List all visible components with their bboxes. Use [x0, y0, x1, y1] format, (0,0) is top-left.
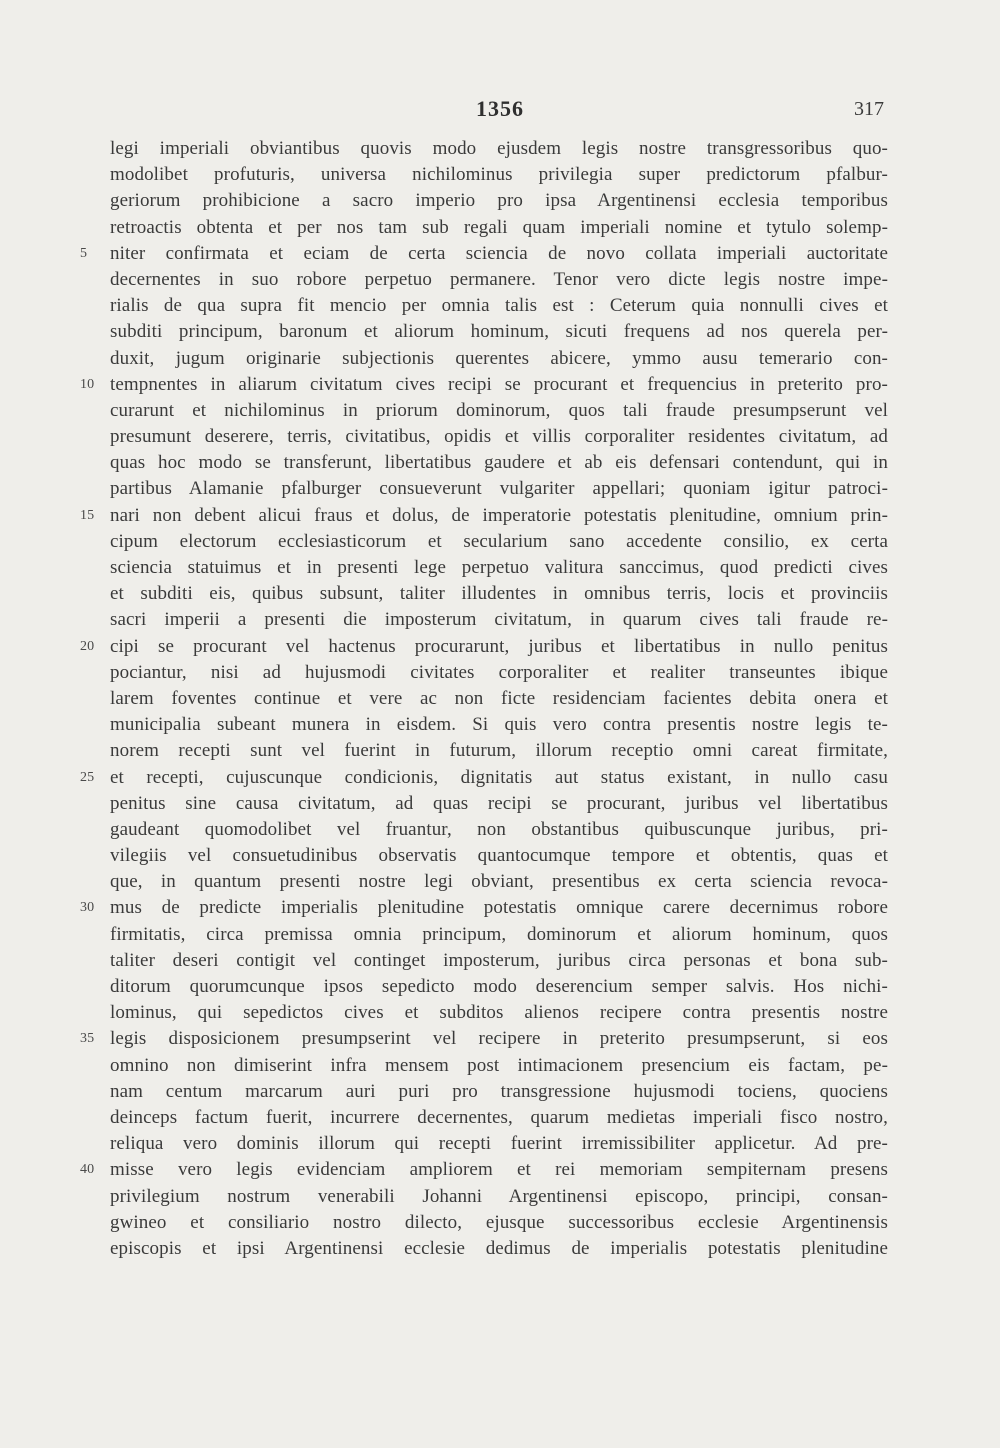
- line-text: ditorum quorumcunque ipsos sepedicto modo deserencium semper salvis. Hos nichi-: [110, 976, 888, 997]
- line-text: larem foventes continue et vere ac non ficte residenciam facientes debita onera et: [110, 687, 888, 709]
- line-text: mus de predicte imperialis plenitudine potestatis omnique carere decernimus robore: [110, 897, 888, 919]
- line-text: legis disposicionem presumpserint vel recipere in preterito presumpserunt, si eos: [110, 1028, 888, 1050]
- text-line: [110, 817, 888, 843]
- line-text: norem recepti sunt vel fuerint in futurum, illorum receptio omni careat firmitate,: [110, 740, 888, 762]
- text-line: [80, 634, 888, 660]
- text-line: [110, 293, 888, 319]
- body-text: [80, 136, 888, 1262]
- text-line: [110, 267, 888, 293]
- line-text: omnino non dimiserint infra mensem post intimacionem presencium eis factam, pe-: [110, 1054, 888, 1076]
- text-line: [110, 162, 888, 188]
- line-text: sciencia statuimus et in presenti lege perpetuo valitura sanccimus, quod predicti cives: [110, 557, 888, 578]
- page-header-year: 1356: [476, 96, 524, 121]
- text-line: [110, 607, 888, 633]
- text-line: [110, 188, 888, 214]
- text-line: [110, 791, 888, 817]
- line-text: taliter deseri contigit vel continget imposterum, juribus circa personas et bona sub-: [110, 949, 888, 971]
- text-line: [110, 346, 888, 372]
- text-line: [110, 1236, 888, 1262]
- line-number: 5: [80, 245, 88, 261]
- text-line: [110, 319, 888, 345]
- text-line: [110, 712, 888, 738]
- line-text: tempnentes in aliarum civitatum cives recipi se procurant et frequencius in preterito pro-: [110, 373, 888, 395]
- line-text: decernentes in suo robore perpetuo permanere. Tenor vero dicte legis nostre impe-: [110, 268, 888, 290]
- line-text: que, in quantum presenti nostre legi obviant, presentibus ex certa sciencia revoca-: [110, 871, 888, 893]
- text-line: [110, 1210, 888, 1236]
- line-text: duxit, jugum originarie subjectionis querentes abicere, ymmo ausu temerario con-: [110, 347, 888, 369]
- text-line: [80, 765, 888, 791]
- line-text: retroactis obtenta et per nos tam sub regali quam imperiali nomine et tytulo solemp-: [110, 216, 888, 238]
- text-line: [80, 503, 888, 529]
- line-text: cipi se procurant vel hactenus procurarunt, juribus et libertatibus in nullo penitus: [110, 635, 888, 657]
- text-line: [80, 241, 888, 267]
- text-line: [80, 1157, 888, 1183]
- text-line: [80, 1026, 888, 1052]
- text-line: [110, 1079, 888, 1105]
- text-line: [110, 660, 888, 686]
- line-text: et recepti, cujuscunque condicionis, dignitatis aut status existant, in nullo casu: [110, 766, 888, 788]
- line-text: presumunt deserere, terris, civitatibus, opidis et villis corporaliter residentes civitatum, ad: [110, 426, 888, 448]
- text-line: [110, 922, 888, 948]
- line-text: sacri imperii a presenti die imposterum civitatum, in quarum cives tali fraude re-: [110, 609, 888, 631]
- text-line: [110, 1000, 888, 1026]
- line-text: misse vero legis evidenciam ampliorem et rei memoriam sempiternam presens: [110, 1159, 888, 1181]
- text-line: [110, 686, 888, 712]
- line-number: 25: [80, 769, 95, 785]
- text-line: [110, 738, 888, 764]
- page-number: 317: [854, 98, 884, 120]
- text-line: [80, 895, 888, 921]
- line-text: privilegium nostrum venerabili Johanni Argentinensi episcopo, principi, consan-: [110, 1185, 888, 1207]
- text-line: [110, 1131, 888, 1157]
- text-line: [110, 476, 888, 502]
- line-text: quas hoc modo se transferunt, libertatibus gaudere et ab eis defensari contendunt, qui in: [110, 452, 888, 474]
- line-text: niter confirmata et eciam de certa sciencia de novo collata imperiali auctoritate: [110, 242, 888, 264]
- text-line: [110, 424, 888, 450]
- line-text: modolibet profuturis, universa nichilominus privilegia super predictorum pfalbur-: [110, 164, 888, 186]
- text-line: [110, 581, 888, 607]
- text-line: [80, 372, 888, 398]
- line-number: 40: [80, 1162, 95, 1178]
- text-line: [110, 843, 888, 869]
- line-text: episcopis et ipsi Argentinensi ecclesie dedimus de imperialis potestatis plenitudine: [110, 1237, 888, 1259]
- line-text: reliqua vero dominis illorum qui recepti fuerint irremissibiliter applicetur. Ad pre-: [110, 1133, 888, 1155]
- text-line: [110, 1053, 888, 1079]
- line-text: nam centum marcarum auri puri pro transgressione hujusmodi tociens, quociens: [110, 1080, 888, 1102]
- line-text: et subditi eis, quibus subsunt, taliter illudentes in omnibus terris, locis et provinciis: [110, 583, 888, 605]
- text-line: [110, 450, 888, 476]
- text-line: [110, 948, 888, 974]
- line-number: 10: [80, 376, 95, 392]
- text-line: [110, 529, 888, 555]
- text-line: [110, 1105, 888, 1131]
- line-number: 30: [80, 900, 95, 916]
- line-text: gwineo et consiliario nostro dilecto, ejusque successoribus ecclesie Argentinensis: [110, 1211, 888, 1233]
- line-number: 35: [80, 1031, 95, 1047]
- text-line: [110, 136, 888, 162]
- line-text: legi imperiali obviantibus quovis modo ejusdem legis nostre transgressoribus quo-: [110, 138, 888, 159]
- line-text: partibus Alamanie pfalburger consueverunt vulgariter appellari; quoniam igitur patroci-: [110, 478, 888, 500]
- line-text: pociantur, nisi ad hujusmodi civitates corporaliter et realiter transeuntes ibique: [110, 661, 888, 683]
- text-line: [110, 555, 888, 581]
- line-text: geriorum prohibicione a sacro imperio pro ipsa Argentinensi ecclesia temporibus: [110, 190, 888, 212]
- line-text: cipum electorum ecclesiasticorum et secularium sano accedente consilio, ex certa: [110, 530, 888, 552]
- text-line: [110, 1184, 888, 1210]
- text-line: [110, 974, 888, 1000]
- line-text: rialis de qua supra fit mencio per omnia talis est : Ceterum quia nonnulli cives et: [110, 295, 888, 317]
- line-number: 20: [80, 638, 95, 654]
- line-text: firmitatis, circa premissa omnia principum, dominorum et aliorum hominum, quos: [110, 923, 888, 945]
- text-line: [110, 398, 888, 424]
- line-text: lominus, qui sepedictos cives et subditos alienos recipere contra presentis nostre: [110, 1002, 888, 1024]
- line-text: vilegiis vel consuetudinibus observatis quantocumque tempore et obtentis, quas et: [110, 845, 888, 867]
- line-text: nari non debent alicui fraus et dolus, de imperatorie potestatis plenitudine, omnium prin-: [110, 504, 888, 526]
- text-line: [110, 869, 888, 895]
- text-line: [110, 215, 888, 241]
- line-text: penitus sine causa civitatum, ad quas recipi se procurant, juribus vel libertatibus: [110, 792, 888, 814]
- line-text: gaudeant quomodolibet vel fruantur, non obstantibus quibuscunque juribus, pri-: [110, 818, 888, 840]
- line-text: curarunt et nichilominus in priorum dominorum, quos tali fraude presumpserunt vel: [110, 399, 888, 421]
- line-text: municipalia subeant munera in eisdem. Si quis vero contra presentis nostre legis te-: [110, 714, 888, 736]
- line-number: 15: [80, 507, 95, 523]
- line-text: subditi principum, baronum et aliorum hominum, sicuti frequens ad nos querela per-: [110, 321, 888, 343]
- line-text: deinceps factum fuerit, incurrere decernentes, quarum medietas imperiali fisco nostro,: [110, 1106, 888, 1128]
